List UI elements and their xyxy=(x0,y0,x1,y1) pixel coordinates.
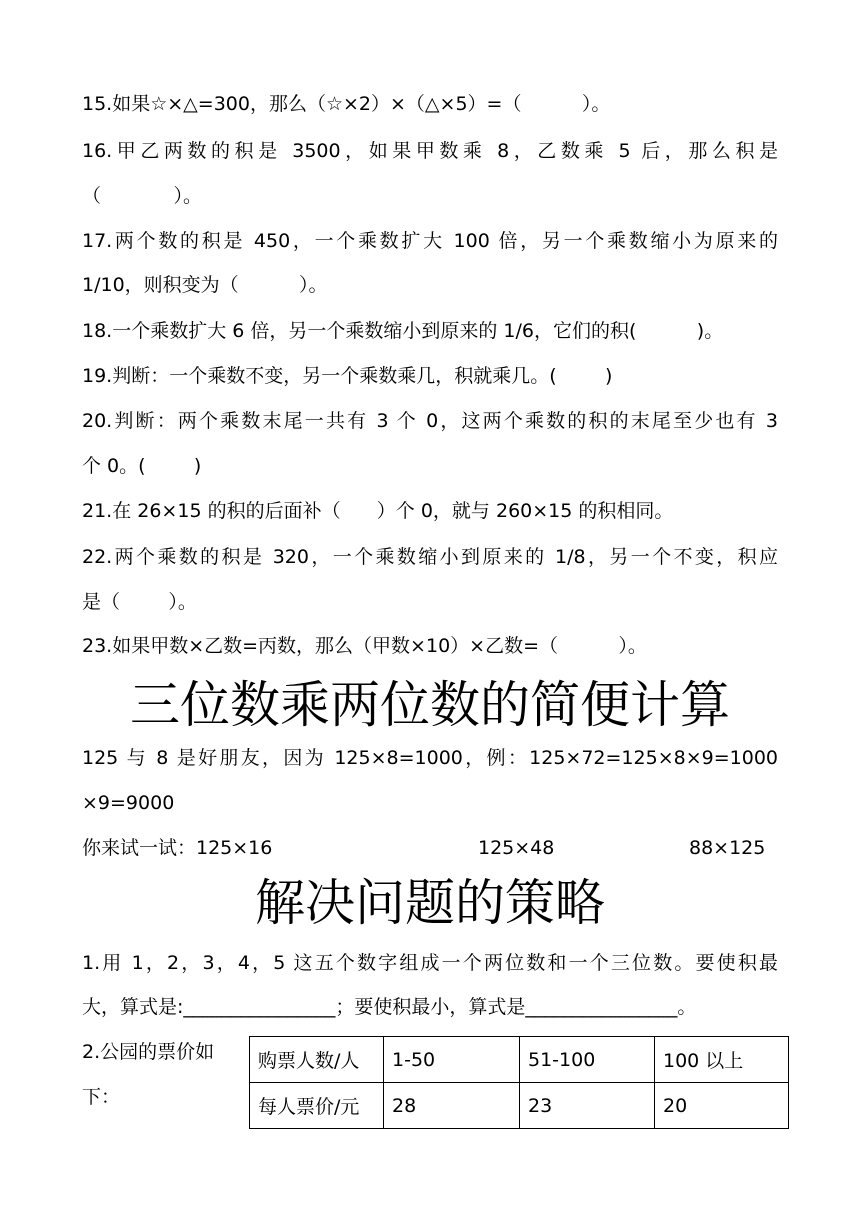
problem-23: 23.如果甲数×乙数=丙数，那么（甲数×10）×乙数=（ ）。 xyxy=(82,635,647,657)
table-cell: 100 以上 xyxy=(655,1037,789,1083)
question-2-line2: 下： xyxy=(82,1086,121,1108)
table-cell: 每人票价/元 xyxy=(250,1083,384,1129)
section-title-problem-solving: 解决问题的策略 xyxy=(255,874,605,932)
problem-22-line1: 22.两个乘数的积是 320，一个乘数缩小到原来的 1/8，另一个不变，积应 xyxy=(82,546,778,568)
problem-21: 21.在 26×15 的积的后面补（ ）个 0，就与 260×15 的积相同。 xyxy=(82,500,674,522)
problem-19: 19.判断：一个乘数不变，另一个乘数乘几，积就乘几。( ) xyxy=(82,365,613,387)
table-row xyxy=(250,1083,789,1129)
problem-16-line1: 16.甲乙两数的积是 3500，如果甲数乘 8，乙数乘 5 后，那么积是 xyxy=(82,140,778,162)
problem-16-line2: （ ）。 xyxy=(82,185,202,207)
table-cell: 28 xyxy=(384,1083,520,1129)
question-2-line1: 2.公园的票价如 xyxy=(82,1041,215,1063)
table-cell: 1-50 xyxy=(384,1037,520,1083)
try-exercise-3: 88×125 xyxy=(689,837,766,859)
problem-20-line2: 个 0。( ) xyxy=(82,455,202,477)
section-title-simple-calculation: 三位数乘两位数的简便计算 xyxy=(130,676,730,734)
section1-intro-line2: ×9=9000 xyxy=(82,792,175,814)
ticket-price-table xyxy=(249,1036,789,1129)
table-cell: 23 xyxy=(520,1083,655,1129)
problem-22-line2: 是（ ）。 xyxy=(82,591,197,613)
problem-15: 15.如果☆×△=300，那么（☆×2）×（△×5）=（ ）。 xyxy=(82,93,611,115)
problem-20-line1: 20.判断：两个乘数末尾一共有 3 个 0，这两个乘数的积的末尾至少也有 3 xyxy=(82,410,778,432)
question-1-line1: 1.用 1，2，3，4，5 这五个数字组成一个两位数和一个三位数。要使积最 xyxy=(82,952,778,974)
table-row xyxy=(250,1037,789,1083)
problem-17-line2: 1/10，则积变为（ ）。 xyxy=(82,274,328,296)
table-cell: 51-100 xyxy=(520,1037,655,1083)
question-1-line2: 大，算式是:________________；要使积最小，算式是________________。 xyxy=(82,996,697,1018)
section1-intro-line1: 125 与 8 是好朋友，因为 125×8=1000，例：125×72=125×8×9=1000 xyxy=(82,747,778,769)
table-cell: 购票人数/人 xyxy=(250,1037,384,1083)
try-exercise-1: 你来试一试：125×16 xyxy=(82,837,273,859)
table-cell: 20 xyxy=(655,1083,789,1129)
try-exercise-2: 125×48 xyxy=(478,837,555,859)
problem-17-line1: 17.两个数的积是 450，一个乘数扩大 100 倍，另一个乘数缩小为原来的 xyxy=(82,230,778,252)
problem-18: 18.一个乘数扩大 6 倍，另一个乘数缩小到原来的 1/6，它们的积( )。 xyxy=(82,320,724,342)
